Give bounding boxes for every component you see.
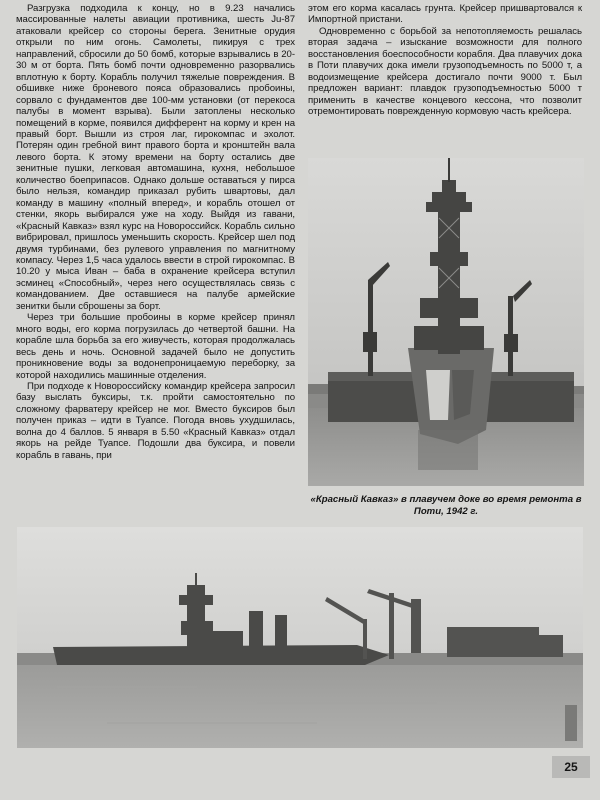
page-number: 25 — [564, 760, 578, 774]
harbor-panorama-photo — [17, 527, 583, 748]
paragraph-5: Одновременно с борьбой за непотопляемость решалась вторая задача – изыскание возможности для полного восстановления боеспособности корабля. Два плавучих дока в Поти плавучих дока имели грузоподъемность по 5000 т, а водоизмещение крейсера достигало почти 9000 т. Был предложен вариант: плавдок грузоподъемностью 5000 т применить в качестве концевого кессона, что позволит отремонтировать поврежденную кормовую часть крейсера. — [308, 25, 582, 118]
left-text-column — [16, 3, 295, 461]
photo-caption: «Красный Кавказ» в плавучем доке во время ремонта в Поти, 1942 г. — [310, 494, 582, 517]
cruiser-floating-dock-photo — [308, 158, 584, 486]
page-number-badge — [552, 756, 590, 778]
paragraph-2: Через три большие пробоины в корме крейсер принял много воды, его корма погрузилась до четвертой башни. На корабле шла борьба за его живучесть, которая продолжалась весь день и ночь. Основной задачей было не допустить проникновение воды за водонепроницаемую переборку, за которой находились машинные отделения. — [16, 312, 295, 381]
paragraph-1: Разгрузка подходила к концу, но в 9.23 начались массированные налеты авиации противника, шесть Ju-87 атаковали крейсер со стороны берега. Зенитные орудия открыли по ним огонь. Самолеты, пикируя с трех направлений, сбросили до 50 бомб, которые взрывались в 20-30 м от борта. Пять бомб почти одновременно разорвались вплотную к борту. Корабль получил тяжелые повреждения. В обшивке ниже броневого пояса образовались пробоины, сорвало с фундаментов две 100-мм установки (от перекоса палубы в момент взрыва). Были затоплены несколько помещений в корме, появился дифферент на корму и крен на правый борт. Вышли из строя лаг, гирокомпас и эхолот. Потерян один гребной винт правого борта и кронштейн вала левого борта. К этому времени на борту остались две зенитные пушки, легковая автомашина, кухня, небольшое количество боеприпасов. Однако дольше оставаться у пирса было нельзя, командир приказал рубить швартовы, дал команду в машину «полный вперед», и корабль отошел от стенки, якорь выбирался уже на ходу. Выйдя из гавани, «Красный Кавказ» взял курс на Новороссийск. Корабль сильно вибрировал, пришлось уменьшить скорость. Крейсер шел под двумя турбинами, без рулевого управления по магнитному компасу. Через 1,5 часа удалось ввести в строй гирокомпас. В 10.20 у мыса Иван – баба в охранение крейсера вступил эсминец «Способный», через него осуществлялась связь с командованием. Две оставшиеся на палубе армейские зенитки были сброшены за борт. — [16, 3, 295, 312]
paragraph-4: этом его корма касалась грунта. Крейсер пришвартовался к Импортной пристани. — [308, 3, 582, 26]
right-text-column — [308, 3, 582, 118]
paragraph-3: При подходе к Новороссийску командир крейсера запросил базу выслать буксиры, т.к. пройти самостоятельно по сложному фарватеру крейсер не мог. Вместо буксиров был получен приказ – идти в Туапсе. Погода вновь ухудшилась, волна до 4 баллов. 5 января в 5.50 «Красный Кавказ» отдал якорь на рейде Туапсе. Подошли два буксира, и повели корабль в гавань, при — [16, 380, 295, 461]
